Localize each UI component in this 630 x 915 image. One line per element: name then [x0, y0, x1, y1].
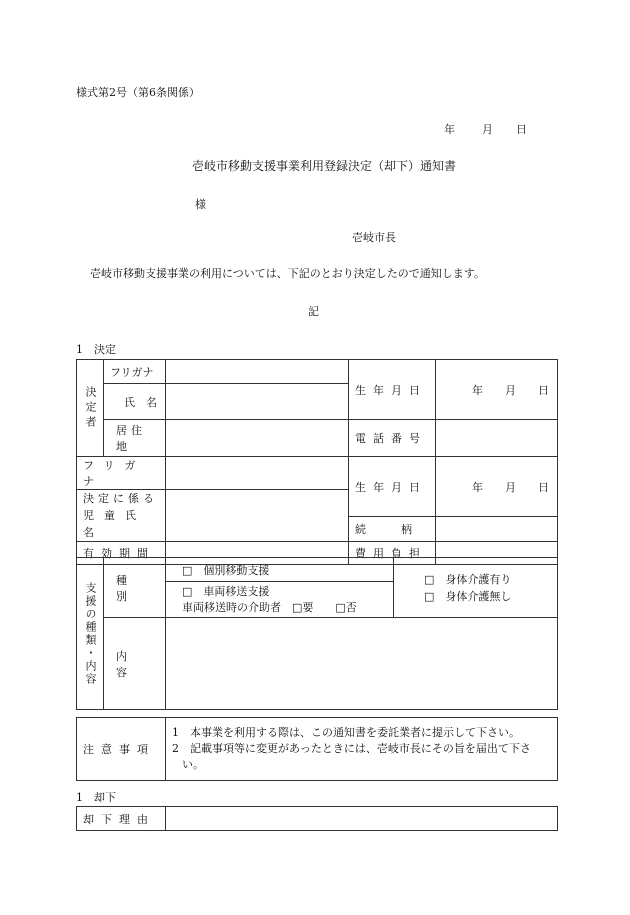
document-title: 壱岐市移動支援事業利用登録決定（却下）通知書: [192, 159, 457, 173]
address-field[interactable]: [166, 420, 349, 457]
reject-reason-label: 却下理由: [77, 807, 166, 831]
support-table: [76, 557, 558, 710]
reject-reason-field[interactable]: [166, 807, 558, 831]
note-2: 2 記載事項等に変更があったときには、壱岐市長にその旨を届出て下さ: [172, 742, 531, 755]
ki-mark: 記: [308, 305, 319, 318]
support-type-label: 種 別: [104, 558, 166, 618]
child-birth-year-label: 年: [472, 480, 483, 494]
child-name-label: [77, 490, 166, 542]
body-care-yes-option[interactable]: □ 身体介護有り: [424, 572, 512, 586]
decision-table: [76, 359, 558, 565]
phone-field[interactable]: [436, 420, 558, 457]
child-birthdate-label: 生年月日: [349, 457, 436, 517]
form-number: 様式第2号（第6条関係）: [76, 86, 200, 99]
notes-label: 注意事項: [77, 718, 166, 781]
reject-section-title: 1 却下: [76, 791, 116, 804]
child-name-label-line2: 児童氏名: [83, 509, 146, 539]
child-furigana-field[interactable]: [166, 457, 349, 490]
support-content-field[interactable]: [166, 618, 558, 710]
note-2-cont: い。: [182, 758, 204, 771]
vehicle-support-option[interactable]: □ 車両移送支援: [182, 584, 270, 598]
relation-field[interactable]: [436, 517, 558, 542]
individual-support-option[interactable]: □ 個別移動支援: [166, 558, 394, 582]
issuer: 壱岐市長: [352, 231, 396, 244]
body-care-options: [394, 558, 558, 618]
helper-required-option[interactable]: 車両移送時の介助者 □要 □否: [182, 600, 357, 614]
body-care-no-option[interactable]: □ 身体介護無し: [424, 589, 512, 603]
date-day-label: 日: [516, 123, 527, 136]
valid-period-label: 有効期間: [77, 542, 166, 565]
cost-burden-label: 費用負担: [349, 542, 436, 565]
decision-section-title: 1 決定: [76, 343, 116, 356]
reject-table: [76, 806, 558, 831]
child-birth-month-label: 月: [505, 480, 516, 494]
phone-label: 電話番号: [349, 420, 436, 457]
address-label: 居住地: [104, 420, 166, 457]
child-furigana-label: フリガナ: [77, 457, 166, 490]
vehicle-support-cell: [166, 582, 394, 618]
date-year-label: 年: [444, 123, 455, 136]
child-name-label-line1: 決定に係る: [83, 492, 158, 505]
support-label: 支援の種類・内容: [77, 558, 104, 710]
relation-label: 続 柄: [349, 517, 436, 542]
decider-label: 決定者: [77, 360, 104, 457]
date-month-label: 月: [482, 123, 493, 136]
birthdate-field[interactable]: [436, 360, 558, 420]
support-content-label: 内 容: [104, 618, 166, 710]
furigana-label: フリガナ: [104, 360, 166, 384]
notes-table: [76, 717, 558, 781]
addressee-suffix: 様: [195, 198, 206, 211]
birth-month-label: 月: [505, 383, 516, 397]
furigana-field[interactable]: [166, 360, 349, 384]
child-birth-day-label: 日: [538, 480, 549, 494]
name-label: 氏 名: [104, 384, 166, 420]
birthdate-label: 生年月日: [349, 360, 436, 420]
birth-year-label: 年: [472, 383, 483, 397]
child-name-field[interactable]: [166, 490, 349, 542]
note-1: 1 本事業を利用する際は、この通知書を委託業者に提示して下さい。: [172, 726, 520, 739]
birth-day-label: 日: [538, 383, 549, 397]
notes-content: [166, 718, 558, 781]
body-text: 壱岐市移動支援事業の利用については、下記のとおり決定したので通知します。: [90, 267, 485, 280]
child-birthdate-field[interactable]: [436, 457, 558, 517]
name-field[interactable]: [166, 384, 349, 420]
